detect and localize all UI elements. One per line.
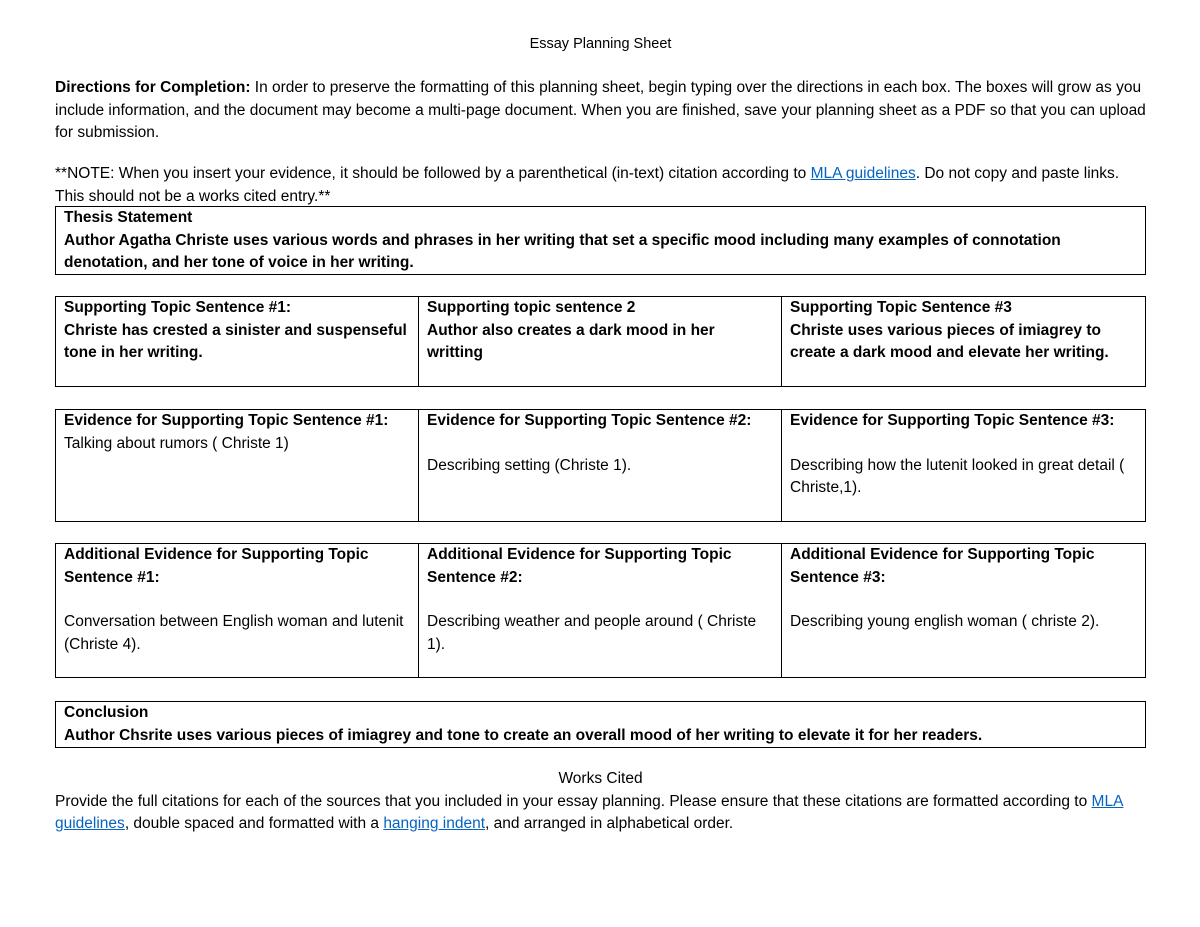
- thesis-box[interactable]: [55, 206, 1146, 275]
- works-cited-text-before: Provide the full citations for each of the sources that you included in your essay planning. Please ensure that these citations are formatted according to: [55, 792, 1092, 810]
- additional-evidence-heading: Additional Evidence for Supporting Topic Sentence #1:: [64, 546, 369, 586]
- directions-text: In order to preserve the formatting of this planning sheet, begin typing over the directions in each box. The boxes will grow as you include information, and the document may become a multi-page document. When you are finished, save your planning sheet as a PDF so that you can upload for submission.: [55, 79, 1146, 141]
- additional-evidence-cell-1[interactable]: [56, 544, 419, 677]
- thesis-heading: Thesis Statement: [64, 209, 193, 226]
- topic-sentence-heading: Supporting Topic Sentence #3: [790, 299, 1012, 316]
- hanging-indent-link[interactable]: hanging indent: [383, 815, 486, 832]
- mla-guidelines-link[interactable]: MLA guidelines: [810, 165, 916, 182]
- topic-sentence-heading: Supporting Topic Sentence #1:: [64, 299, 292, 316]
- evidence-text: Talking about rumors ( Christe 1): [64, 434, 289, 452]
- evidence-heading: Evidence for Supporting Topic Sentence #1:: [64, 412, 389, 429]
- evidence-cell-3[interactable]: [782, 410, 1145, 521]
- topic-sentence-cell-1[interactable]: [56, 297, 419, 386]
- conclusion-heading: Conclusion: [64, 704, 149, 721]
- conclusion-text: Author Chsrite uses various pieces of imiagrey and tone to create an overall mood of her writing to elevate it for her readers.: [64, 726, 983, 744]
- evidence-text: Describing how the lutenit looked in great detail ( Christe,1).: [790, 456, 1125, 496]
- evidence-heading: Evidence for Supporting Topic Sentence #3:: [790, 412, 1115, 429]
- directions-paragraph: [55, 77, 1146, 145]
- topic-sentence-cell-3[interactable]: [782, 297, 1145, 386]
- works-cited-text-middle: , double spaced and formatted with a: [124, 815, 384, 832]
- blank-line: [790, 433, 1138, 455]
- note-paragraph: [55, 163, 1146, 208]
- note-text-after: . Do not copy and paste links. This should not be a works cited entry.**: [55, 165, 1120, 205]
- blank-line: [427, 433, 774, 455]
- topic-sentence-heading: Supporting topic sentence 2: [427, 299, 636, 316]
- works-cited-section: [55, 768, 1146, 836]
- additional-evidence-heading: Additional Evidence for Supporting Topic Sentence #2:: [427, 546, 732, 586]
- topic-sentence-cell-2[interactable]: [419, 297, 782, 386]
- topic-sentences-row: [55, 296, 1146, 387]
- evidence-row: [55, 409, 1146, 522]
- evidence-cell-1[interactable]: [56, 410, 419, 521]
- directions-label: Directions for Completion:: [55, 79, 251, 96]
- additional-evidence-text: Conversation between English woman and lutenit (Christe 4).: [64, 613, 404, 653]
- evidence-heading: Evidence for Supporting Topic Sentence #2:: [427, 412, 752, 429]
- evidence-text: Describing setting (Christe 1).: [427, 456, 632, 474]
- conclusion-box[interactable]: [55, 701, 1146, 748]
- additional-evidence-cell-2[interactable]: [419, 544, 782, 677]
- mla-guidelines-link-2[interactable]: MLA guidelines: [55, 792, 1124, 832]
- page-title: Essay Planning Sheet: [529, 36, 672, 52]
- topic-sentence-text: Christe has crested a sinister and suspenseful tone in her writing.: [64, 321, 407, 361]
- additional-evidence-heading: Additional Evidence for Supporting Topic Sentence #3:: [790, 546, 1095, 586]
- evidence-cell-2[interactable]: [419, 410, 782, 521]
- works-cited-heading: Works Cited: [558, 770, 643, 787]
- works-cited-text-after: , and arranged in alphabetical order.: [485, 815, 734, 832]
- topic-sentence-text: Author also creates a dark mood in her writting: [427, 321, 715, 361]
- works-cited-paragraph: [55, 791, 1146, 836]
- additional-evidence-text: Describing weather and people around ( Christe 1).: [427, 613, 757, 653]
- additional-evidence-cell-3[interactable]: [782, 544, 1145, 677]
- note-text-before: **NOTE: When you insert your evidence, it should be followed by a parenthetical (in-text) citation according to: [55, 165, 811, 182]
- blank-line: [790, 589, 1138, 611]
- topic-sentence-text: Christe uses various pieces of imiagrey to create a dark mood and elevate her writing.: [790, 321, 1109, 361]
- additional-evidence-text: Describing young english woman ( christe 2).: [790, 613, 1100, 630]
- thesis-text: Author Agatha Christe uses various words and phrases in her writing that set a specific mood including many examples of connotation denotation, and her tone of voice in her writing.: [64, 231, 1061, 271]
- blank-line: [427, 589, 774, 611]
- blank-line: [64, 589, 411, 611]
- additional-evidence-row: [55, 543, 1146, 678]
